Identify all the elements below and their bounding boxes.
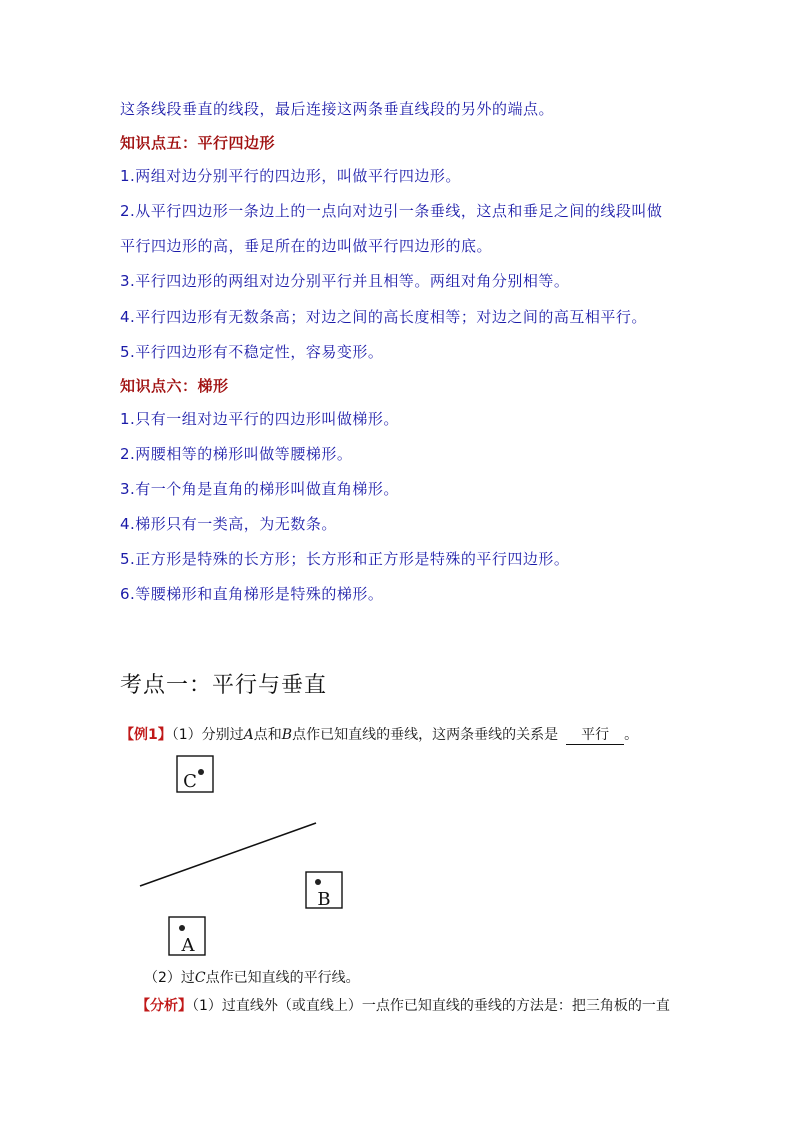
analysis-tag: 【分析】 [136, 998, 192, 1014]
text-line-7: 4.平行四边形有无数条高；对边之间的高长度相等；对边之间的高互相平行。 [120, 308, 647, 326]
question-prefix: （1）分别过 [171, 727, 244, 743]
point-b-dot [315, 879, 321, 885]
point-a-text: A [181, 935, 195, 956]
text-line-1: 这条线段垂直的线段，最后连接这两条垂直线段的另外的端点。 [120, 100, 555, 118]
subq-prefix: （2）过 [144, 970, 195, 986]
point-b-label: B [281, 727, 293, 743]
given-line [140, 823, 316, 886]
text-line-6: 3.平行四边形的两组对边分别平行并且相等。两组对角分别相等。 [120, 272, 570, 290]
text-line-13: 4.梯形只有一类高，为无数条。 [120, 515, 337, 533]
point-c-label: C [194, 970, 206, 986]
text-line-4: 2.从平行四边形一条边上的一点向对边引一条垂线，这点和垂足之间的线段叫做 [120, 202, 663, 220]
section-title: 考点一：平行与垂直 [120, 673, 328, 698]
text-line-12: 3.有一个角是直角的梯形叫做直角梯形。 [120, 480, 399, 498]
point-c-dot [198, 769, 204, 775]
point-b-text: B [317, 889, 331, 910]
example-1-question [120, 724, 638, 745]
text-line-11: 2.两腰相等的梯形叫做等腰梯形。 [120, 445, 353, 463]
text-line-10: 1.只有一组对边平行的四边形叫做梯形。 [120, 410, 399, 428]
point-a-box [169, 917, 205, 956]
analysis-text: （1）过直线外（或直线上）一点作已知直线的垂线的方法是：把三角板的一直 [192, 998, 670, 1014]
question-suffix: 点作已知直线的垂线，这两条垂线的关系是 [292, 727, 559, 743]
analysis-line [136, 995, 670, 1015]
figure-svg [136, 750, 346, 960]
text-line-5: 平行四边形的高，垂足所在的边叫做平行四边形的底。 [120, 237, 493, 255]
question-mid: 点和 [253, 727, 282, 743]
text-line-14: 5.正方形是特殊的长方形；长方形和正方形是特殊的平行四边形。 [120, 550, 570, 568]
heading-parallelogram: 知识点五：平行四边形 [120, 134, 276, 152]
subq-suffix: 点作已知直线的平行线。 [205, 970, 360, 986]
text-line-3: 1.两组对边分别平行的四边形，叫做平行四边形。 [120, 167, 461, 185]
sub-question-2 [144, 967, 360, 987]
answer-blank: 平行 [566, 724, 624, 745]
example-tag: 【例1】 [120, 727, 172, 743]
text-line-15: 6.等腰梯形和直角梯形是特殊的梯形。 [120, 585, 384, 603]
point-c-text: C [183, 771, 197, 792]
heading-trapezoid: 知识点六：梯形 [120, 377, 229, 395]
geometry-figure [136, 750, 346, 960]
question-end: 。 [624, 727, 639, 743]
point-c-box [177, 756, 213, 792]
point-a-label: A [243, 727, 254, 743]
text-line-8: 5.平行四边形有不稳定性，容易变形。 [120, 343, 384, 361]
point-b-box [306, 872, 342, 910]
point-a-dot [179, 925, 185, 931]
